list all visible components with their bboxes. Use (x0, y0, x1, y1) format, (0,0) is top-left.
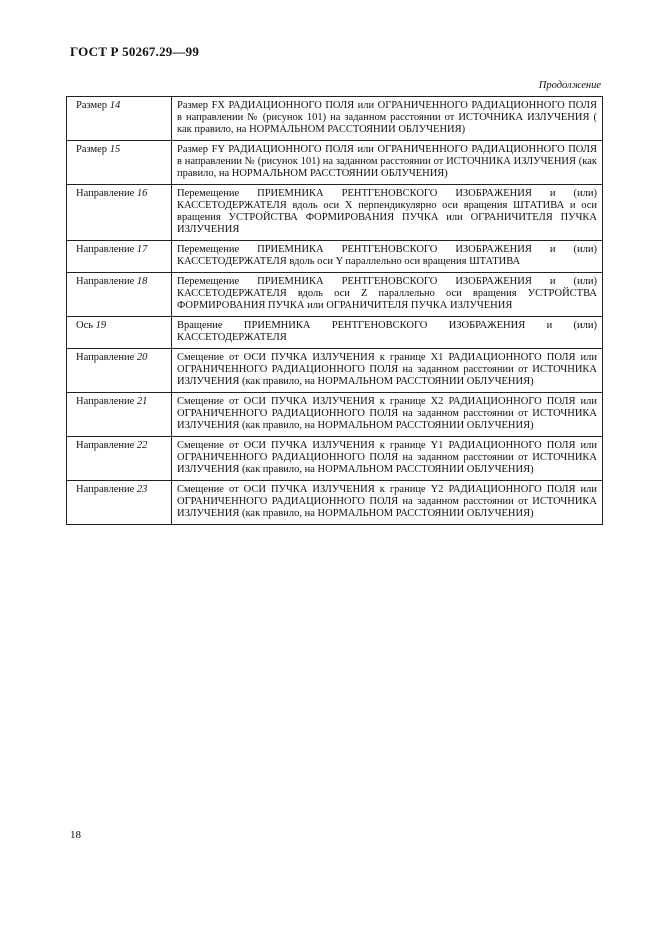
row-description: Вращение ПРИЕМНИКА РЕНТГЕНОВСКОГО ИЗОБРАЖЕНИЯ и (или) КАССЕТОДЕРЖАТЕЛЯ (172, 317, 603, 349)
row-label-number: 21 (136, 396, 148, 407)
row-label-word: Размер (76, 144, 108, 155)
table-row (67, 185, 603, 241)
table-row (67, 97, 603, 141)
row-description: Перемещение ПРИЕМНИКА РЕНТГЕНОВСКОГО ИЗОБРАЖЕНИЯ и (или) КАССЕТОДЕРЖАТЕЛЯ вдоль оси Z параллельно оси вращения УСТРОЙСТВА ФОРМИРОВАНИЯ ПУЧКА или ОГРАНИЧИТЕЛЯ ПУЧКА ИЗЛУЧЕНИЯ (172, 273, 603, 317)
row-label (67, 241, 172, 273)
row-label (67, 185, 172, 241)
row-description: Смещение от ОСИ ПУЧКА ИЗЛУЧЕНИЯ к границе Y2 РАДИАЦИОННОГО ПОЛЯ или ОГРАНИЧЕННОГО РАДИАЦИОННОГО ПОЛЯ на заданном расстоянии от ИСТОЧНИКА ИЗЛУЧЕНИЯ (как правило, на НОРМАЛЬНОМ РАССТОЯНИИ ОБЛУЧЕНИЯ) (172, 481, 603, 525)
row-label-number: 16 (136, 188, 148, 199)
row-label-number: 14 (109, 100, 121, 111)
row-description: Перемещение ПРИЕМНИКА РЕНТГЕНОВСКОГО ИЗОБРАЖЕНИЯ и (или) КАССЕТОДЕРЖАТЕЛЯ вдоль оси Y параллельно оси вращения ШТАТИВА (172, 241, 603, 273)
row-description: Смещение от ОСИ ПУЧКА ИЗЛУЧЕНИЯ к границе X2 РАДИАЦИОННОГО ПОЛЯ или ОГРАНИЧЕННОГО РАДИАЦИОННОГО ПОЛЯ на заданном расстоянии от ИСТОЧНИКА ИЗЛУЧЕНИЯ (как правило, на НОРМАЛЬНОМ РАССТОЯНИИ ОБЛУЧЕНИЯ) (172, 393, 603, 437)
table-row (67, 273, 603, 317)
row-label-word: Направление (76, 276, 135, 287)
row-label (67, 317, 172, 349)
row-label-word: Направление (76, 244, 135, 255)
row-label (67, 437, 172, 481)
row-label (67, 349, 172, 393)
row-label (67, 393, 172, 437)
row-label-word: Размер (76, 100, 108, 111)
table-row (67, 393, 603, 437)
table-row (67, 141, 603, 185)
row-description: Смещение от ОСИ ПУЧКА ИЗЛУЧЕНИЯ к границе X1 РАДИАЦИОННОГО ПОЛЯ или ОГРАНИЧЕННОГО РАДИАЦИОННОГО ПОЛЯ на заданном расстоянии от ИСТОЧНИКА ИЗЛУЧЕНИЯ (как правило, на НОРМАЛЬНОМ РАССТОЯНИИ ОБЛУЧЕНИЯ) (172, 349, 603, 393)
row-label-number: 23 (136, 484, 148, 495)
row-description: Размер FY РАДИАЦИОННОГО ПОЛЯ или ОГРАНИЧЕННОГО РАДИАЦИОННОГО ПОЛЯ в направлении № (рисунок 101) на заданном расстоянии от ИСТОЧНИКА ИЗЛУЧЕНИЯ (как правило, на НОРМАЛЬНОМ РАССТОЯНИИ ОБЛУЧЕНИЯ) (172, 141, 603, 185)
row-label-number: 20 (136, 352, 148, 363)
row-label (67, 97, 172, 141)
row-description: Перемещение ПРИЕМНИКА РЕНТГЕНОВСКОГО ИЗОБРАЖЕНИЯ и (или) КАССЕТОДЕРЖАТЕЛЯ вдоль оси X перпендикулярно оси вращения ШТАТИВА и оси вращения УСТРОЙСТВА ФОРМИРОВАНИЯ ПУЧКА или ОГРАНИЧИТЕЛЯ ПУЧКА ИЗЛУЧЕНИЯ (172, 185, 603, 241)
row-label-number: 18 (136, 276, 148, 287)
table-row (67, 437, 603, 481)
row-description: Смещение от ОСИ ПУЧКА ИЗЛУЧЕНИЯ к границе Y1 РАДИАЦИОННОГО ПОЛЯ или ОГРАНИЧЕННОГО РАДИАЦИОННОГО ПОЛЯ на заданном расстоянии от ИСТОЧНИКА ИЗЛУЧЕНИЯ (как правило, на НОРМАЛЬНОМ РАССТОЯНИИ ОБЛУЧЕНИЯ) (172, 437, 603, 481)
row-label (67, 481, 172, 525)
row-label-word: Ось (76, 320, 94, 331)
definitions-table (66, 96, 603, 525)
row-label-number: 15 (109, 144, 121, 155)
row-label (67, 141, 172, 185)
row-label-word: Направление (76, 352, 135, 363)
document-header: ГОСТ Р 50267.29—99 (70, 44, 200, 59)
row-description: Размер FX РАДИАЦИОННОГО ПОЛЯ или ОГРАНИЧЕННОГО РАДИАЦИОННОГО ПОЛЯ в направлении № (рисунок 101) на заданном расстоянии от ИСТОЧНИКА ИЗЛУЧЕНИЯ ( как правило, на НОРМАЛЬНОМ РАССТОЯНИИ ОБЛУЧЕНИЯ) (172, 97, 603, 141)
row-label-number: 17 (136, 244, 148, 255)
row-label-word: Направление (76, 188, 135, 199)
row-label-word: Направление (76, 484, 135, 495)
row-label-number: 19 (95, 320, 107, 331)
table-row (67, 241, 603, 273)
row-label-word: Направление (76, 396, 135, 407)
page-number: 18 (70, 829, 81, 841)
row-label-number: 22 (136, 440, 148, 451)
continuation-label: Продолжение (538, 80, 601, 91)
table-row (67, 317, 603, 349)
row-label-word: Направление (76, 440, 135, 451)
table-row (67, 481, 603, 525)
table-row (67, 349, 603, 393)
row-label (67, 273, 172, 317)
